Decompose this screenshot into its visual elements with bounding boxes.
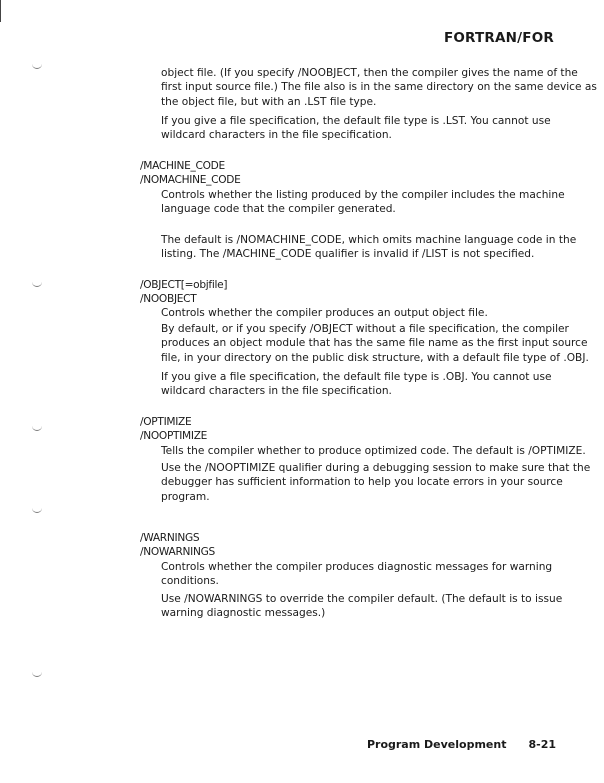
text-line: object file. (If you specify /NOOBJECT, then the compiler gives the name of the [161, 67, 578, 79]
paragraph [161, 560, 552, 589]
text-line: warning diagnostic messages.) [161, 607, 326, 620]
paragraph [161, 306, 488, 320]
paragraph [161, 66, 597, 109]
qualifier-name: /NOOBJECT [140, 293, 197, 306]
text-line: listing. The /MACHINE_CODE qualifier is invalid if /LIST is not specified. [161, 248, 535, 261]
binder-hole-mark [32, 426, 42, 431]
text-line: Controls whether the compiler produces diagnostic messages for warning [161, 561, 553, 573]
qualifier-name: /NOOPTIMIZE [140, 430, 208, 443]
text-line: wildcard characters in the file specification. [161, 129, 392, 142]
binder-hole-mark [32, 508, 42, 513]
paragraph [161, 370, 552, 399]
text-line: program. [161, 490, 210, 503]
text-line: The default is /NOMACHINE_CODE, which omits machine language code in the [161, 234, 577, 246]
qualifier-name: /MACHINE_CODE [140, 160, 225, 172]
qualifier-name: /WARNINGS [140, 532, 200, 544]
text-line: the object file, but with an .LST file type. [161, 95, 377, 108]
binder-hole-mark [32, 282, 42, 287]
text-line: Controls whether the listing produced by the compiler includes the machine [161, 189, 565, 201]
paragraph [161, 114, 551, 143]
text-line: produces an object module that has the same file name as the first input source [161, 337, 588, 350]
page-number: 8-21 [528, 738, 556, 751]
text-line: Use the /NOOPTIMIZE qualifier during a debugging session to make sure that the [161, 462, 591, 474]
qualifier-name: /NOMACHINE_CODE [140, 174, 241, 187]
paragraph [161, 444, 586, 458]
paragraph [161, 188, 565, 217]
qualifier-heading [140, 159, 241, 188]
text-line: wildcard characters in the file specification. [161, 385, 392, 398]
paragraph [161, 592, 562, 621]
qualifier-heading [140, 531, 215, 560]
qualifier-heading [140, 415, 207, 444]
page-footer [345, 738, 556, 751]
qualifier-name: /NOWARNINGS [140, 546, 215, 559]
text-line: language code that the compiler generated. [161, 203, 396, 216]
scan-edge-mark [0, 0, 1, 22]
binder-hole-mark [32, 672, 42, 677]
paragraph [161, 233, 576, 262]
text-line: If you give a file specification, the default file type is .LST. You cannot use [161, 115, 551, 127]
text-line: If you give a file specification, the default file type is .OBJ. You cannot use [161, 371, 552, 383]
text-line: debugger has sufficient information to help you locate errors in your source [161, 476, 563, 489]
qualifier-name: /OPTIMIZE [140, 416, 192, 428]
text-line: By default, or if you specify /OBJECT without a file specification, the compiler [161, 323, 569, 335]
text-line: first input source file.) The file also is in the same directory on the same device as [161, 81, 597, 94]
text-line: conditions. [161, 575, 219, 588]
text-line: file, in your directory on the public disk structure, with a default file type of .OBJ. [161, 351, 589, 364]
text-line: Use /NOWARNINGS to override the compiler default. (The default is to issue [161, 593, 563, 605]
qualifier-heading [140, 278, 227, 307]
running-header: FORTRAN/FOR [443, 30, 554, 46]
text-line: Controls whether the compiler produces an output object file. [161, 307, 488, 319]
paragraph [161, 322, 589, 365]
qualifier-name: /OBJECT[=objfile] [140, 279, 228, 291]
binder-hole-mark [32, 64, 42, 69]
text-line: Tells the compiler whether to produce optimized code. The default is /OPTIMIZE. [161, 445, 586, 457]
paragraph [161, 461, 590, 504]
footer-section: Program Development [366, 738, 507, 751]
